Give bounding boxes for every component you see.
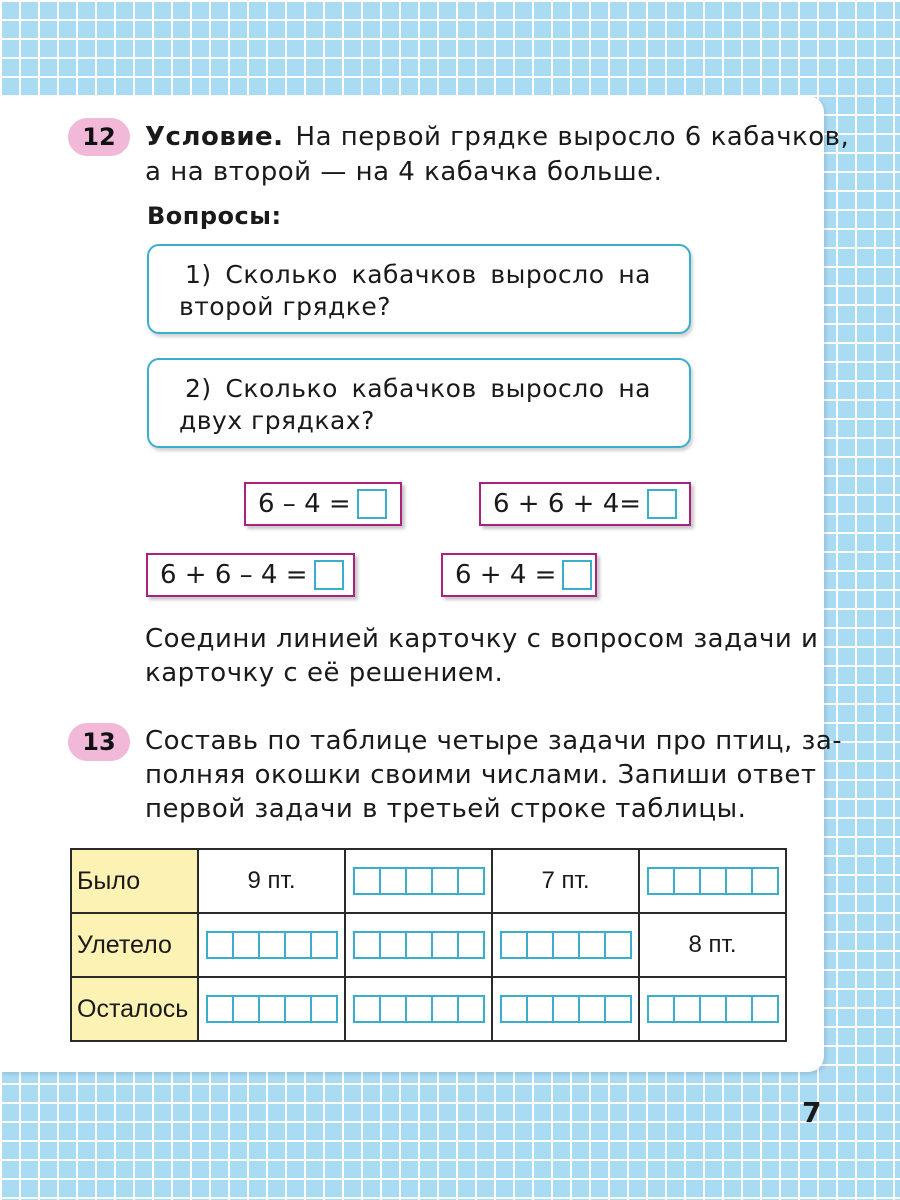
question1-line2: второй грядке? <box>179 292 392 321</box>
table-cell-empty[interactable] <box>345 849 492 913</box>
condition-label: Условие. <box>145 122 284 152</box>
task-12-badge <box>68 118 130 156</box>
digit-slots[interactable] <box>500 995 632 1023</box>
expression-4-text: 6 + 4 = <box>455 560 557 590</box>
task-13-line2: полняя окошки своими числами. Запиши ответ <box>145 760 817 790</box>
expression-card-3[interactable] <box>146 553 355 597</box>
table-cell-empty[interactable] <box>345 977 492 1041</box>
digit-slots[interactable] <box>353 867 485 895</box>
expression-card-1[interactable] <box>244 482 402 526</box>
expression-1-text: 6 – 4 = <box>258 489 351 519</box>
task-13-number: 13 <box>82 728 116 756</box>
table-cell-empty[interactable] <box>639 977 786 1041</box>
expression-2-text: 6 + 6 + 4= <box>493 489 642 519</box>
questions-title: Вопросы: <box>147 202 282 230</box>
table-cell-empty[interactable] <box>345 913 492 977</box>
task-13-line3: первой задачи в третьей строке таблицы. <box>145 794 747 824</box>
instruction-line2: карточку с её решением. <box>145 658 504 688</box>
digit-slots[interactable] <box>353 995 485 1023</box>
table-cell-empty[interactable] <box>198 913 345 977</box>
question-card-1[interactable] <box>147 244 691 334</box>
condition-text-1: На первой грядке выросло 6 кабачков, <box>295 122 850 152</box>
answer-box[interactable] <box>647 489 677 519</box>
expression-card-4[interactable] <box>441 553 597 597</box>
table-cell-empty[interactable] <box>492 977 639 1041</box>
instruction-line1: Соедини линией карточку с вопросом задачи и <box>145 624 819 654</box>
table-row <box>71 849 786 913</box>
task-13-badge <box>68 723 130 761</box>
question1-line1: 1) Сколько кабачков выросло на <box>185 260 651 289</box>
table-row <box>71 977 786 1041</box>
question2-line1: 2) Сколько кабачков выросло на <box>185 374 651 403</box>
row-header-bylo: Было <box>71 849 198 913</box>
row-header-ostalos: Осталось <box>71 977 198 1041</box>
expression-card-2[interactable] <box>479 482 691 526</box>
task-12-number: 12 <box>82 123 116 151</box>
page-number: 7 <box>802 1096 822 1129</box>
digit-slots[interactable] <box>500 931 632 959</box>
table-row <box>71 913 786 977</box>
question2-line2: двух грядках? <box>179 406 375 435</box>
digit-slots[interactable] <box>206 995 338 1023</box>
table-cell-value: 7 пт. <box>492 849 639 913</box>
question-card-2[interactable] <box>147 358 691 448</box>
table-cell-value: 8 пт. <box>639 913 786 977</box>
digit-slots[interactable] <box>647 995 779 1023</box>
table-cell-empty[interactable] <box>492 913 639 977</box>
answer-box[interactable] <box>314 560 344 590</box>
condition-text-2: а на второй — на 4 кабачка больше. <box>145 157 663 187</box>
task-13-line1: Составь по таблице четыре задачи про птиц, за- <box>145 726 843 756</box>
answer-box[interactable] <box>562 560 592 590</box>
table-cell-value: 9 пт. <box>198 849 345 913</box>
expression-3-text: 6 + 6 – 4 = <box>160 560 308 590</box>
answer-box[interactable] <box>357 489 387 519</box>
birds-table <box>70 848 787 1042</box>
digit-slots[interactable] <box>353 931 485 959</box>
task-12-condition-line1 <box>145 122 850 152</box>
row-header-uletelo: Улетело <box>71 913 198 977</box>
table-cell-empty[interactable] <box>639 849 786 913</box>
digit-slots[interactable] <box>647 867 779 895</box>
table-cell-empty[interactable] <box>198 977 345 1041</box>
digit-slots[interactable] <box>206 931 338 959</box>
